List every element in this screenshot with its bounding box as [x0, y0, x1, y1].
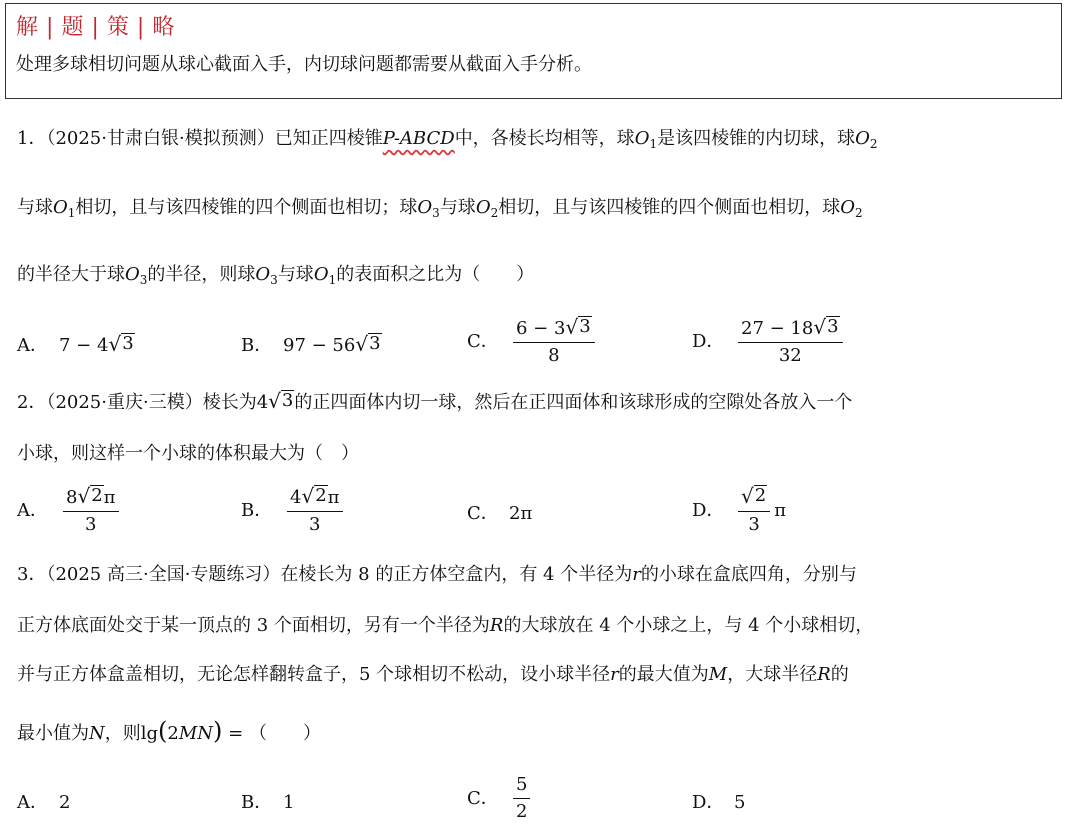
text: 的正四面体内切一球，然后在正四面体和该球形成的空隙处各放入一个 [294, 392, 853, 413]
option-label: B． [241, 335, 273, 356]
text: 的半径大于球 [17, 264, 125, 285]
option-label: D． [692, 792, 725, 813]
fraction [513, 774, 530, 823]
sphere-symbol: O [125, 264, 140, 285]
q2-option-b[interactable] [241, 485, 343, 536]
text: 中，各棱长均相等，球 [454, 128, 635, 149]
subscript: 1 [67, 206, 76, 220]
text: 正方体底面处交于某一顶点的 3 个面相切，另有一个半径为 [17, 615, 490, 636]
denominator: 32 [778, 345, 802, 366]
text: 与球 [277, 264, 314, 285]
pyramid-name: P-ABCD [382, 128, 455, 149]
variable: R [817, 664, 831, 685]
sphere-symbol: O [313, 264, 329, 285]
sqrt: √ 3 [108, 332, 134, 356]
variable: r [632, 564, 641, 585]
fraction: 27 − 18 √ 3 32 [738, 316, 843, 367]
pi: π [327, 487, 340, 508]
paren: ( [158, 717, 168, 745]
option-value: 2 [59, 792, 71, 813]
option-label: A． [17, 499, 48, 521]
q3-line1 [17, 560, 857, 586]
sqrt: √ 3 [355, 332, 381, 356]
title-char: 解 [16, 15, 40, 40]
option-label: D． [692, 330, 725, 352]
fraction: 6 − 3 √ 3 8 [513, 316, 595, 367]
q1-option-c[interactable] [467, 316, 595, 367]
radicand: 3 [122, 333, 134, 354]
option-label: B． [241, 792, 273, 813]
subscript: 3 [432, 206, 440, 220]
q3-option-c[interactable] [467, 774, 530, 823]
text: 3．（2025 高三·全国·专题练习）在棱长为 8 的正方体空盒内，有 4 个半径为 [17, 564, 633, 585]
strategy-box [5, 3, 1062, 99]
option-label: D． [692, 499, 725, 521]
number: 2 [167, 723, 179, 744]
strategy-title [16, 10, 175, 41]
q3-line3 [17, 660, 849, 686]
text: 的大球放在 4 个小球之上，与 4 个小球相切， [503, 615, 874, 636]
title-char: 略 [152, 15, 176, 40]
title-char: 策 [106, 15, 130, 40]
option-label: A． [17, 335, 48, 356]
variable: N [89, 723, 105, 744]
text: 与球 [17, 197, 53, 218]
text: 的 [830, 664, 849, 685]
numerator: 4 [290, 487, 302, 508]
q1-line2 [17, 193, 863, 220]
option-value: 2π [509, 503, 533, 524]
pi: π [774, 499, 787, 521]
variable: M [708, 664, 728, 685]
subscript: 3 [270, 273, 278, 287]
option-value: 7 − 4 [59, 335, 109, 356]
radicand: 2 [91, 485, 103, 506]
q1-option-a[interactable] [17, 331, 135, 357]
sphere-symbol: O [255, 264, 271, 285]
subscript: 2 [854, 206, 863, 220]
variable: MN [178, 723, 214, 744]
fraction: √ 2 3 [738, 485, 770, 536]
option-label: B． [241, 499, 273, 521]
subscript: 1 [328, 273, 337, 287]
numerator: 6 − 3 [516, 318, 566, 339]
q3-option-d[interactable] [692, 788, 745, 814]
fraction: 8 √ 2 π 3 [63, 485, 119, 536]
q1-option-d[interactable] [692, 316, 843, 367]
sqrt: √ 3 [268, 389, 294, 413]
denominator: 2 [516, 801, 528, 822]
pi: π [103, 487, 116, 508]
option-label: C． [467, 503, 499, 524]
numerator: 5 [513, 774, 530, 799]
text: 的最大值为 [618, 664, 709, 685]
numerator: 8 [66, 487, 78, 508]
text: 的小球在盒底四角，分别与 [640, 564, 857, 585]
strategy-text: 处理多球相切问题从球心截面入手，内切球问题都需要从截面入手分析。 [16, 54, 592, 75]
option-label: C． [467, 787, 499, 809]
text: ，则 [104, 723, 141, 744]
q2-option-c[interactable] [467, 499, 532, 525]
denominator: 3 [85, 514, 97, 535]
option-value: 5 [734, 792, 746, 813]
denominator: 3 [309, 514, 321, 535]
q3-option-a[interactable] [17, 788, 70, 814]
radicand: 3 [281, 390, 294, 411]
text: 1．（2025·甘肃白银·模拟预测）已知正四棱锥 [17, 128, 383, 149]
subscript: 3 [139, 273, 148, 287]
text: 是该四棱锥的内切球，球 [657, 128, 856, 149]
fraction: 4 √ 2 π 3 [287, 485, 343, 536]
q1-option-b[interactable] [241, 331, 382, 357]
sphere-symbol: O [417, 197, 433, 218]
text: 并与正方体盒盖相切，无论怎样翻转盒子，5 个球相切不松动，设小球半径 [17, 664, 611, 685]
variable: R [489, 615, 504, 636]
q3-line4 [17, 717, 321, 745]
radicand: 3 [369, 333, 381, 354]
title-separator: | [136, 15, 146, 40]
log-function: lg [140, 723, 159, 744]
text: ，大球半径 [727, 664, 818, 685]
text: 相切，且与该四棱锥的四个侧面也相切，球 [498, 197, 841, 218]
sphere-symbol: O [840, 197, 855, 218]
title-char: 题 [61, 15, 85, 40]
denominator: 8 [548, 345, 560, 366]
option-value: 97 − 56 [283, 335, 356, 356]
text: 最小值为 [17, 723, 89, 744]
q3-line2 [17, 611, 873, 637]
subscript: 2 [490, 206, 499, 220]
q2-line1 [17, 388, 852, 414]
radicand: 3 [579, 316, 591, 337]
q2-option-d[interactable] [692, 485, 786, 536]
sphere-symbol: O [634, 128, 650, 149]
radicand: 2 [754, 485, 767, 506]
text: 的半径，则球 [147, 264, 256, 285]
option-value: 1 [283, 792, 295, 813]
sphere-symbol: O [53, 197, 68, 218]
paren: ) [213, 717, 223, 745]
title-separator: | [46, 15, 55, 40]
q2-line2: 小球，则这样一个小球的体积最大为（ ） [17, 443, 359, 464]
option-label: A． [17, 792, 48, 813]
text: 2．（2025·重庆·三模）棱长为 [17, 392, 257, 413]
text: 与球 [439, 197, 476, 218]
sphere-symbol: O [475, 197, 491, 218]
q2-option-a[interactable] [17, 485, 119, 536]
text: = （ ） [222, 723, 321, 744]
q1-line1 [17, 124, 878, 151]
radicand: 2 [315, 485, 327, 506]
subscript: 2 [869, 137, 878, 151]
text: 相切，且与该四棱锥的四个侧面也相切；球 [75, 197, 418, 218]
denominator: 3 [748, 514, 760, 535]
sphere-symbol: O [855, 128, 870, 149]
title-separator: | [91, 15, 100, 40]
subscript: 1 [649, 137, 658, 151]
q3-option-b[interactable] [241, 788, 294, 814]
text: 的表面积之比为（ ） [336, 264, 535, 285]
option-label: C． [467, 330, 499, 352]
number: 4 [256, 392, 269, 413]
numerator: 27 − 18 [741, 318, 814, 339]
variable: r [610, 664, 619, 685]
radicand: 3 [827, 316, 839, 337]
q1-line3 [17, 260, 534, 287]
